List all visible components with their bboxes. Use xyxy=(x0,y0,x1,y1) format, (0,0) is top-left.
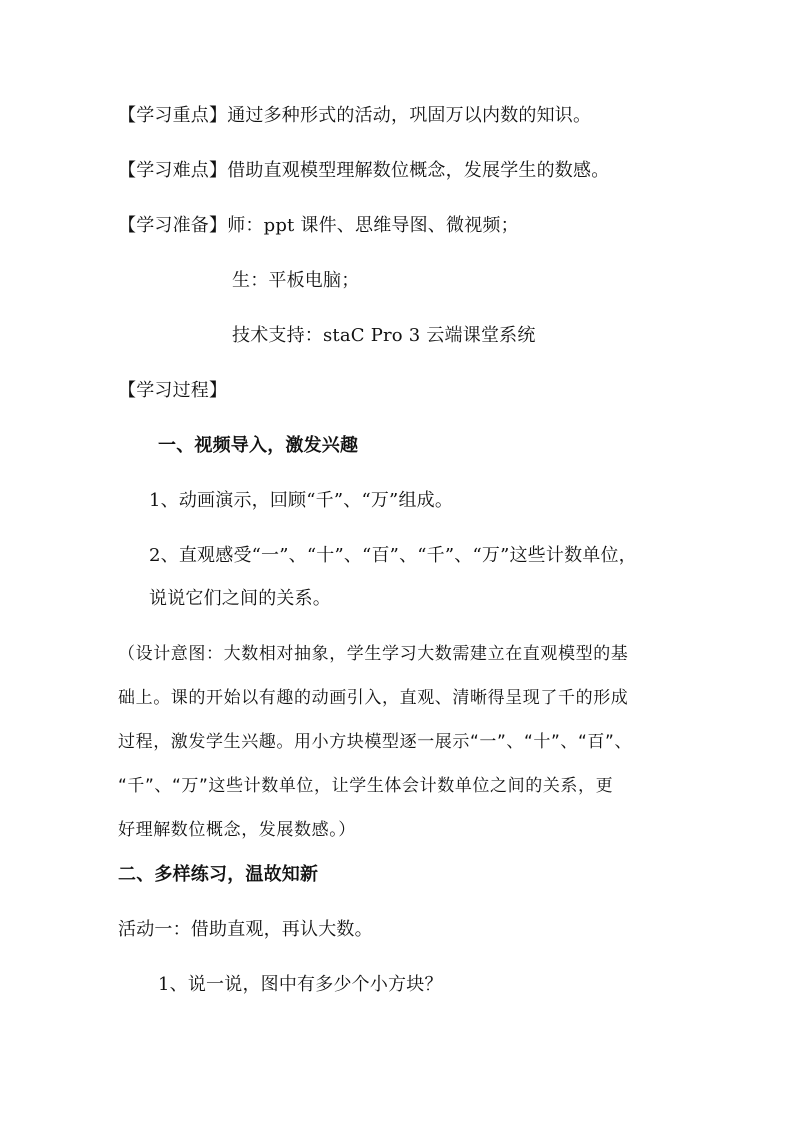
preparation-student: 生：平板电脑； xyxy=(232,270,360,291)
difficulty-label: 【学习难点】 xyxy=(118,160,228,181)
design-note-line-3: 过程，激发学生兴趣。用小方块模型逐一展示“一”、“十”、“百”、 xyxy=(118,732,633,752)
difficulty-line xyxy=(118,162,609,180)
difficulty-text: 借助直观模型理解数位概念，发展学生的数感。 xyxy=(227,160,610,181)
focus-line xyxy=(118,107,591,125)
section-1-item-1: 1、动画演示，回顾“千”、“万”组成。 xyxy=(149,490,454,511)
process-label: 【学习过程】 xyxy=(118,380,228,401)
section-1-heading: 一、视频导入，激发兴趣 xyxy=(158,435,359,456)
section-2-heading: 二、多样练习，温故知新 xyxy=(118,864,319,885)
section-2-item-1: 1、说一说，图中有多少个小方块？ xyxy=(158,974,443,995)
preparation-tech: 技术支持：staC Pro 3 云端课堂系统 xyxy=(232,325,536,346)
preparation-line xyxy=(118,217,519,235)
focus-label: 【学习重点】 xyxy=(118,105,228,126)
preparation-teacher: 师：ppt 课件、思维导图、微视频； xyxy=(227,215,519,236)
preparation-label: 【学习准备】 xyxy=(118,215,228,236)
focus-text: 通过多种形式的活动，巩固万以内数的知识。 xyxy=(227,105,592,126)
design-note-line-1: （设计意图：大数相对抽象，学生学习大数需建立在直观模型的基 xyxy=(118,644,629,664)
section-1-item-2-line-2: 说说它们之间的关系。 xyxy=(149,588,331,609)
activity-1: 活动一：借助直观，再认大数。 xyxy=(118,919,373,940)
section-1-item-2-line-1: 2、直观感受“一”、“十”、“百”、“千”、“万”这些计数单位， xyxy=(149,545,637,566)
design-note-line-5: 好理解数位概念，发展数感。） xyxy=(118,820,356,840)
design-note-line-2: 础上。课的开始以有趣的动画引入，直观、清晰得呈现了千的形成 xyxy=(118,688,629,708)
design-note-line-4: “千”、“万”这些计数单位，让学生体会计数单位之间的关系，更 xyxy=(118,776,614,796)
